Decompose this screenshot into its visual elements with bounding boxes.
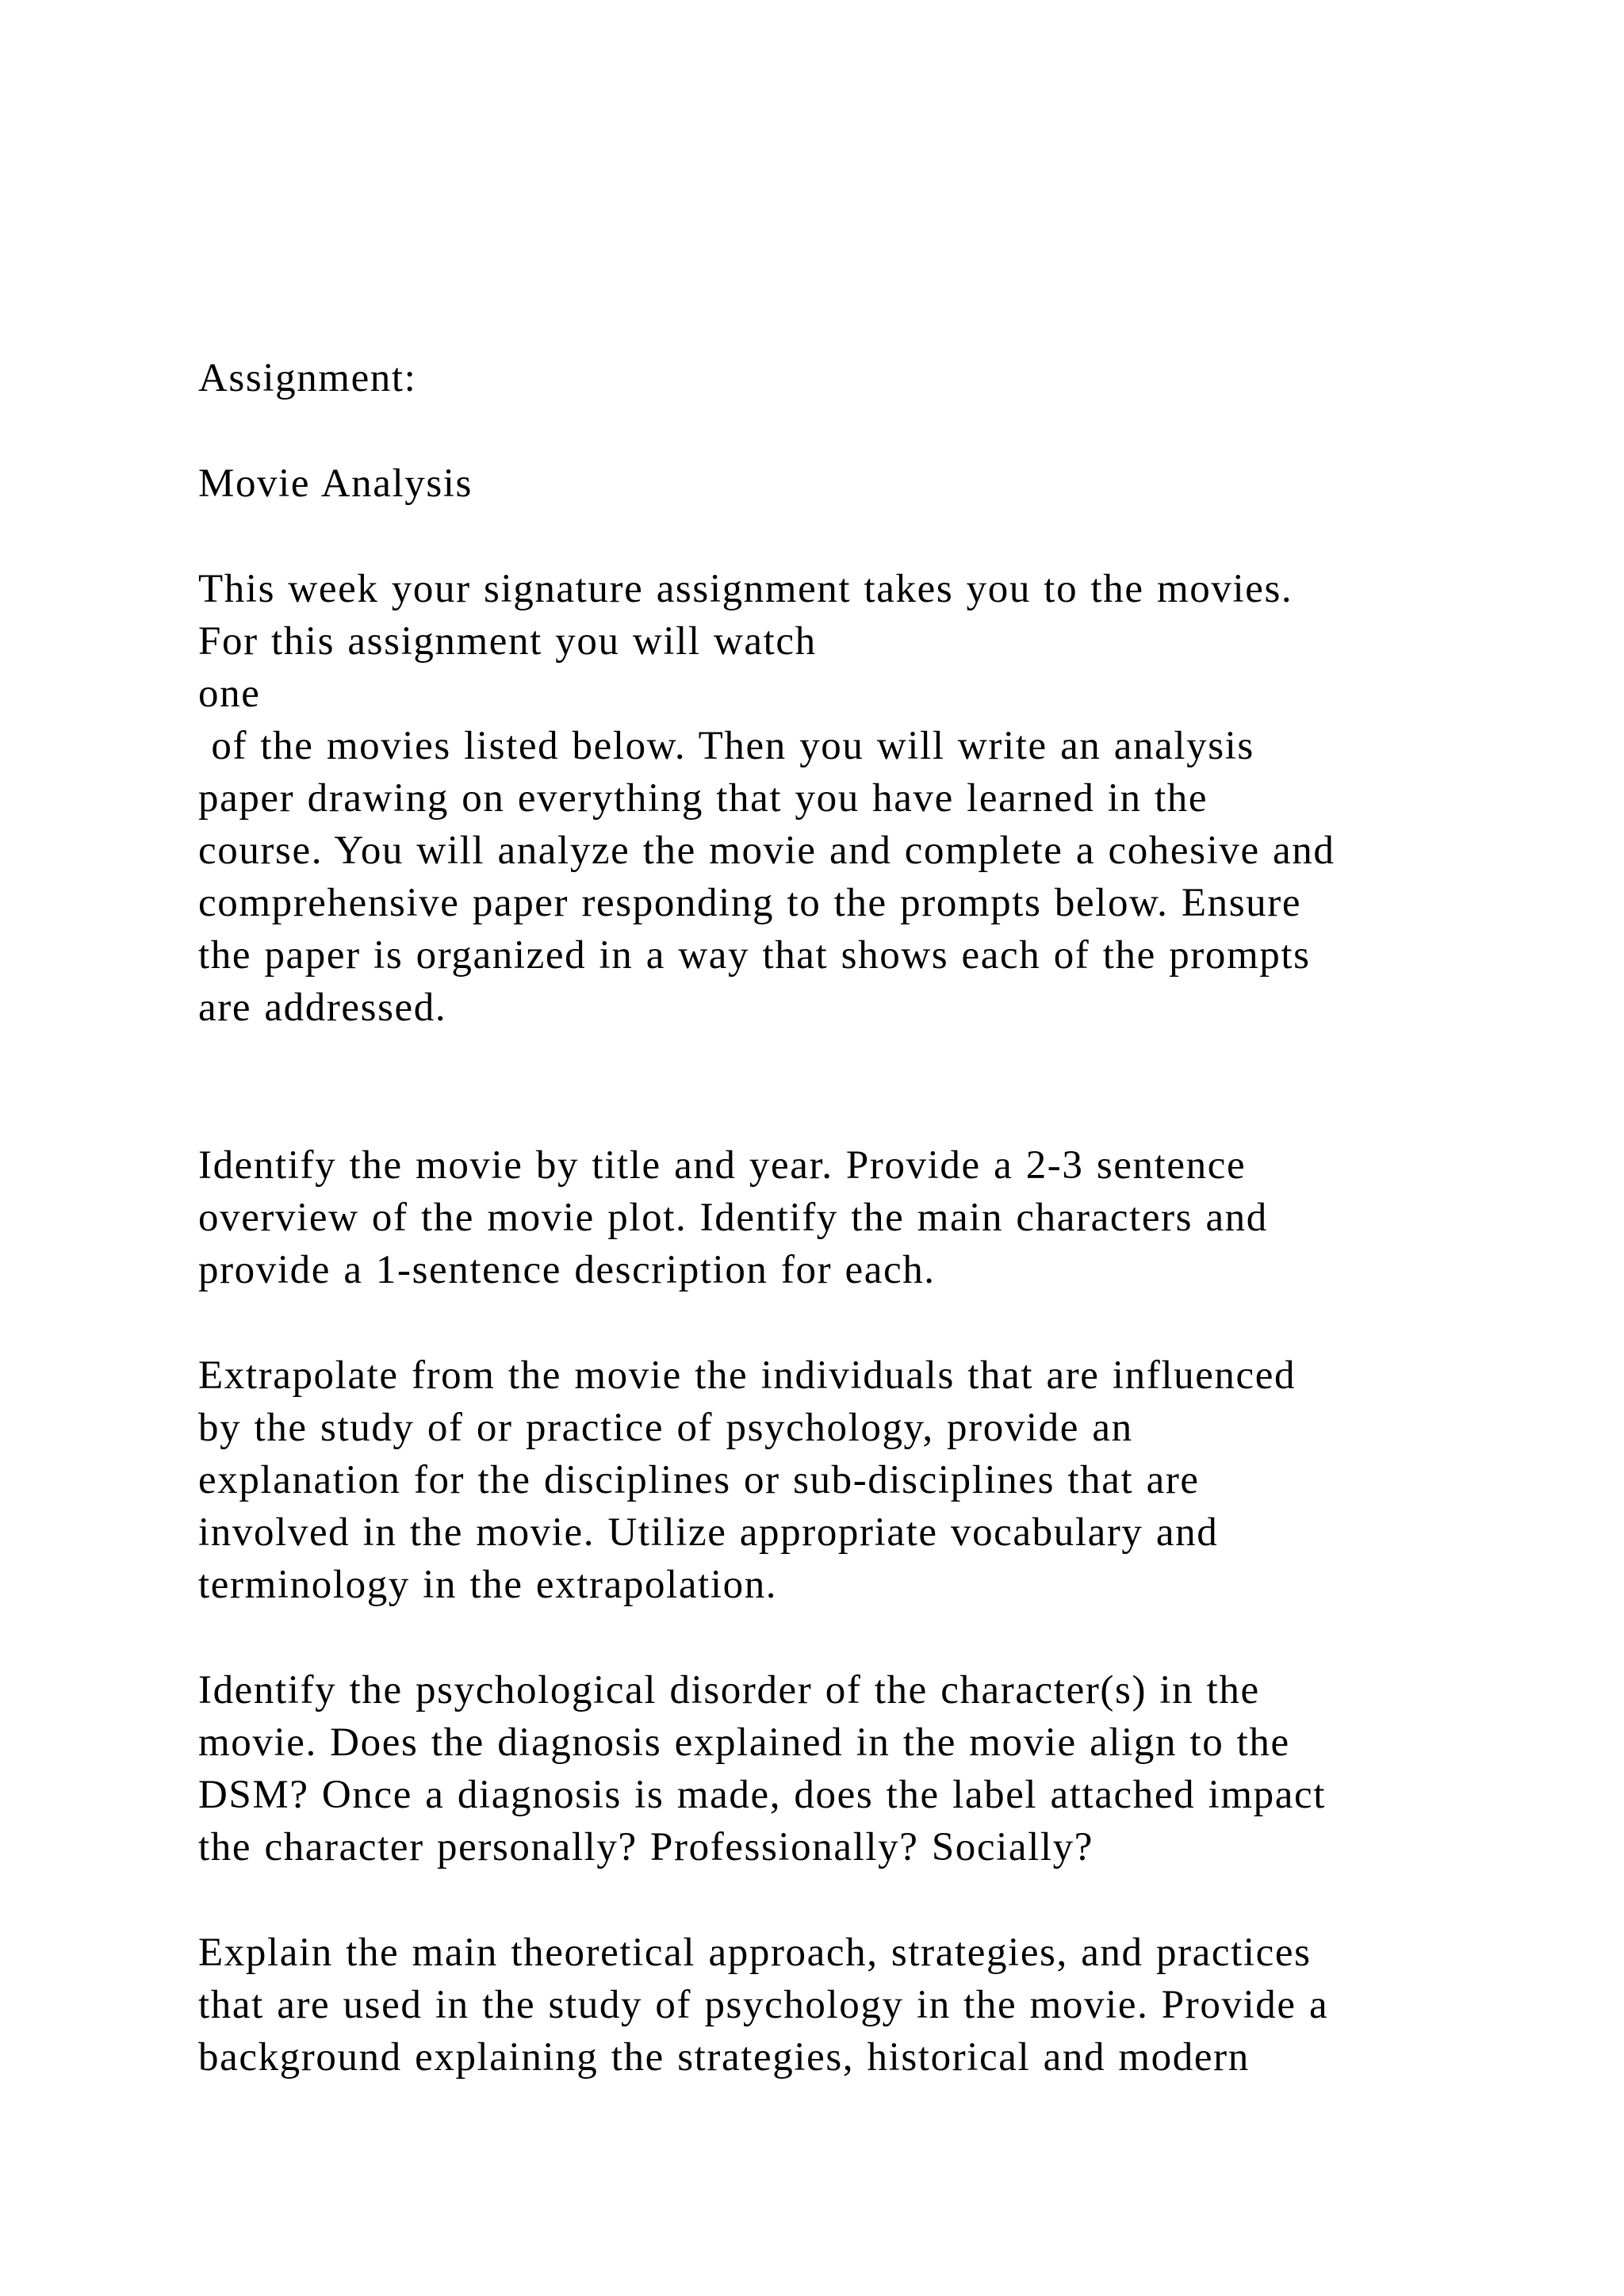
intro-line-5: paper drawing on everything that you have learned in the — [198, 776, 1208, 821]
prompt3-line-1: Identify the psychological disorder of the character(s) in the — [198, 1668, 1260, 1712]
prompt1-line-1: Identify the movie by title and year. Provide a 2-3 sentence — [198, 1143, 1247, 1188]
prompt4-line-3: background explaining the strategies, historical and modern — [198, 2035, 1250, 2080]
prompt1-line-2: overview of the movie plot. Identify the main characters and — [198, 1196, 1268, 1240]
prompt2-line-5: terminology in the extrapolation. — [198, 1563, 778, 1607]
intro-line-2: For this assignment you will watch — [198, 619, 817, 664]
prompt3-line-3: DSM? Once a diagnosis is made, does the label attached impact — [198, 1773, 1326, 1817]
prompt1-line-3: provide a 1-sentence description for each. — [198, 1248, 936, 1292]
intro-line-1: This week your signature assignment takes you to the movies. — [198, 567, 1293, 611]
prompt2-line-2: by the study of or practice of psychology, provide an — [198, 1406, 1133, 1450]
prompt2-line-3: explanation for the disciplines or sub-disciplines that are — [198, 1458, 1200, 1502]
intro-line-6: course. You will analyze the movie and complete a cohesive and — [198, 828, 1335, 873]
document-title: Movie Analysis — [198, 461, 473, 506]
prompt2-line-4: involved in the movie. Utilize appropriate vocabulary and — [198, 1510, 1219, 1555]
intro-line-4: of the movies listed below. Then you will write an analysis — [198, 724, 1254, 768]
prompt4-line-2: that are used in the study of psychology in the movie. Provide a — [198, 1983, 1329, 2027]
intro-line-7: comprehensive paper responding to the prompts below. Ensure — [198, 881, 1302, 925]
prompt3-line-4: the character personally? Professionally? Socially? — [198, 1825, 1094, 1869]
intro-line-8: the paper is organized in a way that shows each of the prompts — [198, 933, 1311, 978]
prompt2-line-1: Extrapolate from the movie the individuals that are influenced — [198, 1353, 1297, 1398]
prompt3-line-2: movie. Does the diagnosis explained in the movie align to the — [198, 1720, 1290, 1765]
prompt4-line-1: Explain the main theoretical approach, strategies, and practices — [198, 1931, 1312, 1975]
document-heading: Assignment: — [198, 356, 417, 400]
intro-line-3: one — [198, 672, 261, 716]
intro-line-9: are addressed. — [198, 985, 447, 1030]
